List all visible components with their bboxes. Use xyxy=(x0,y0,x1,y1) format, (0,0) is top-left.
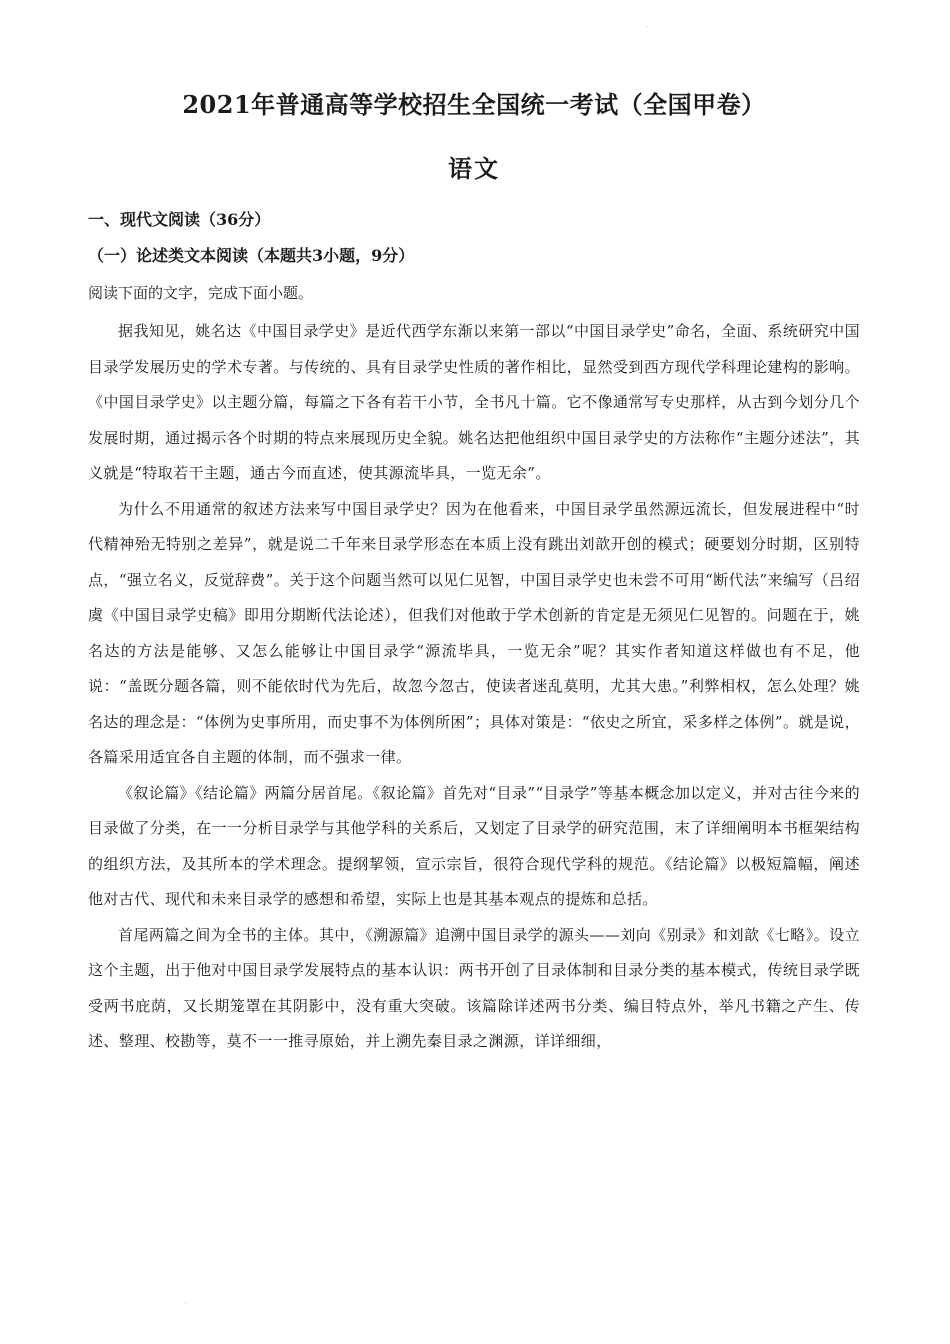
passage-paragraph-4: 首尾两篇之间为全书的主体。其中，《溯源篇》追溯中国目录学的源头——刘向《别录》和刘歆《七略》。设立这个主题，出于他对中国目录学发展特点的基本认识：两书开创了目录体制和目录分类的基本模式，传统目录学既受两书庇荫，又长期笼罩在其阴影中，没有重大突破。该篇除详述两书分类、编目特点外，举凡书籍之产生、传述、整理、校勘等，莫不一一推寻原始，并上溯先秦目录之渊源，详详细细， xyxy=(88,925,860,1050)
reading-instruction: 阅读下面的文字，完成下面小题。 xyxy=(88,284,314,302)
corner-dot-mark: · xyxy=(646,23,649,32)
passage-paragraph-3: 《叙论篇》《结论篇》两篇分居首尾。《叙论篇》首先对“目录”“目录学”等基本概念加以定义，并对古往今来的目录做了分类，在一一分析目录学与其他学科的关系后，又划定了目录学的研究范围，末了详细阐明本书框架结构的组织方法，及其所本的学术理念。提纲挈领，宣示宗旨，很符合现代学科的规范。《结论篇》以极短篇幅，阐述他对古代、现代和未来目录学的感想和希望，实际上也是其基本观点的提炼和总括。 xyxy=(88,783,860,908)
exam-title: 2021年普通高等学校招生全国统一考试（全国甲卷） xyxy=(182,90,766,119)
section-heading: 一、现代文阅读（36分） xyxy=(88,210,271,229)
subject-title: 语文 xyxy=(448,154,500,183)
subsection-heading: （一）论述类文本阅读（本题共3小题，9分） xyxy=(88,246,415,265)
corner-dot-mark: · xyxy=(184,1299,187,1308)
passage-paragraph-1: 据我知见，姚名达《中国目录学史》是近代西学东渐以来第一部以“中国目录学史”命名，全面、系统研究中国目录学发展历史的学术专著。与传统的、具有目录学史性质的著作相比，显然受到西方现代学科理论建构的影响。《中国目录学史》以主题分篇，每篇之下各有若干小节，全书凡十篇。它不像通常写专史那样，从古到今划分几个发展时期，通过揭示各个时期的特点来展现历史全貌。姚名达把他组织中国目录学史的方法称作“主题分述法”，其义就是“特取若干主题，通古今而直述，使其源流毕具，一览无余”。 xyxy=(88,322,860,482)
passage-body xyxy=(88,314,860,1060)
passage-paragraph-2: 为什么不用通常的叙述方法来写中国目录学史？因为在他看来，中国目录学虽然源远流长，但发展进程中“时代精神殆无特别之差异”，就是说二千年来目录学形态在本质上没有跳出刘歆开创的模式；硬要划分时期，区别特点，“强立名义，反觉辞费”。关于这个问题当然可以见仁见智，中国目录学史也未尝不可用“断代法”来编写（吕绍虞《中国目录学史稿》即用分期断代法论述），但我们对他敢于学术创新的肯定是无须见仁见智的。问题在于，姚名达的方法是能够、又怎么能够让中国目录学“源流毕具，一览无余”呢？其实作者知道这样做也有不足，他说：“盖既分题各篇，则不能依时代为先后，故忽今忽古，使读者迷乱莫明，尤其大患。”利弊相权，怎么处理？姚名达的理念是：“体例为史事所用，而史事不为体例所困”；具体对策是：“依史之所宜，采多样之体例”。就是说，各篇采用适宜各自主题的体制，而不强求一律。 xyxy=(88,499,860,766)
